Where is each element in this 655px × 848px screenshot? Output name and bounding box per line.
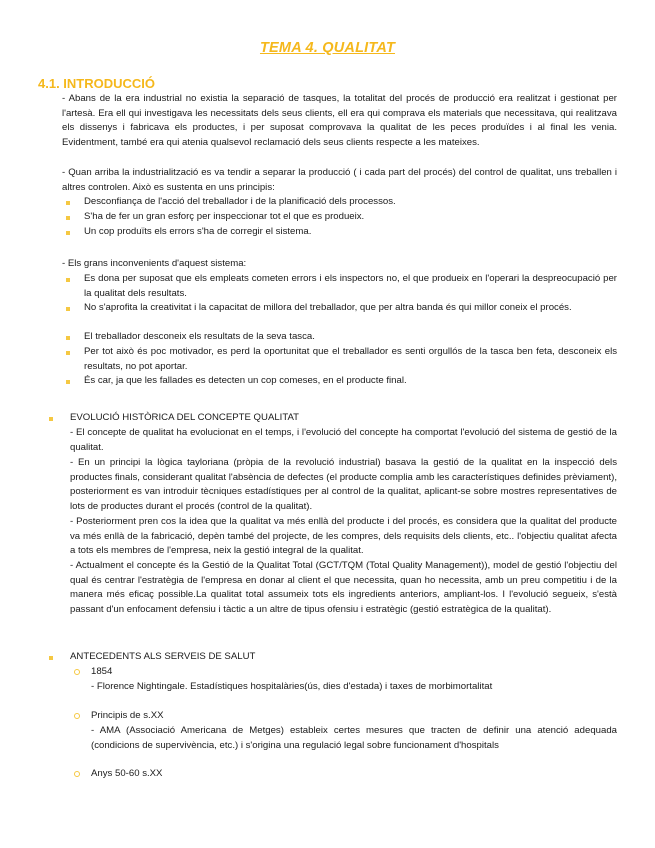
bullet-marker [66,231,70,235]
evolution-paragraph-1: - El concepte de qualitat ha evolucionat en el temps, i l'evolució del concepte ha comportat l'evolució del sistema de gestió de la qualitat. [70,427,617,453]
intro-paragraph-3: - Els grans inconvenients d'aquest sistema: [62,258,247,269]
bullet-marker [66,278,70,282]
bullet-marker [66,216,70,220]
evolution-heading: EVOLUCIÓ HISTÒRICA DEL CONCEPTE QUALITAT [70,412,300,423]
evolution-paragraph-2: - En un principi la lògica tayloriana (pròpia de la revolució industrial) basava la gestió de la qualitat en la inspecció dels productes finals, considerant qualitat l'absència de defectes (el producte complia amb les característiques definides prèviament), posteriorment es van introduir tècniques estadístiques per al control de la qualitat, aplicant-se sobre mostres representatives de lots de productes durant el procés (control de la qualitat). [70,457,617,512]
list-item: Per tot això és poc motivador, es perd la oportunitat que el treballador es senti orgullós de la tasca ben feta, desconeix els resultats, no pot aportar. [84,346,617,372]
list-item: Un cop produïts els errors s'ha de corregir el sistema. [84,226,312,237]
circle-bullet-icon [74,713,80,719]
bullet-marker [66,380,70,384]
list-item: És car, ja que les fallades es detecten un cop comeses, en el producte final. [84,375,407,386]
antecedent-detail: - Florence Nightingale. Estadístiques hospitalàries(ús, dies d'estada) i taxes de morbimortalitat [91,681,493,692]
bullet-marker [49,656,53,660]
bullet-marker [49,417,53,421]
antecedent-label: Principis de s.XX [91,710,164,721]
bullet-marker [66,336,70,340]
circle-bullet-icon [74,669,80,675]
list-item: No s'aprofita la creativitat i la capacitat de millora del treballador, que per altra banda és qui millor coneix el procés. [84,302,572,313]
bullet-marker [66,307,70,311]
antecedent-label: 1854 [91,666,113,677]
bullet-marker [66,351,70,355]
antecedent-label: Anys 50-60 s.XX [91,768,163,779]
evolution-paragraph-4: - Actualment el concepte és la Gestió de la Qualitat Total (GCT/TQM (Total Quality Management)), model de gestió l'objectiu del qual és centrar l'estratègia de l'empresa en donar al client el que necessita, quan ho necessita, amb un preu competitiu i de la manera més eficaç possible.La qualitat total assumeix tots els ingredients anteriors, ampliant-los. I l'evolució segueix, s'està passant d'un enfocament defensiu i tàctic a un altre de tipus ofensiu i estratègic (gestió estratègica de la qualitat). [70,560,617,615]
list-item: Es dona per suposat que els empleats cometen errors i els inspectors no, el que produeix en l'operari la despreocupació per la qualitat dels resultats. [84,273,617,299]
intro-paragraph-2: - Quan arriba la industrialització es va tendir a separar la producció ( i cada part del procés) del control de qualitat, uns treballen i altres controlen. Això es sustenta en uns principis: [62,167,617,193]
document-title: TEMA 4. QUALITAT [259,40,396,56]
section-heading: 4.1. INTRODUCCIÓ [38,76,156,91]
list-item: El treballador desconeix els resultats de la seva tasca. [84,331,315,342]
antecedent-detail: - AMA (Associació Americana de Metges) estableix certes mesures que tracten de definir una atenció adequada (condicions de supervivència, etc.) i s'origina una regulació legal sobre funcionament d'hospitals [91,725,617,751]
bullet-marker [66,201,70,205]
antecedents-heading: ANTECEDENTS ALS SERVEIS DE SALUT [70,651,256,662]
evolution-paragraph-3: - Posteriorment pren cos la idea que la qualitat va més enllà del producte i del procés, es considera que la qualitat del producte va més enllà de la fabricació, depèn també del projecte, de les compres, dels requisits dels clients, etc.. l'objectiu qualitat afecta a tots els membres de l'empresa, neix la gestió integral de la qualitat. [70,516,617,557]
list-item: S'ha de fer un gran esforç per inspeccionar tot el que es produeix. [84,211,365,222]
list-item: Desconfiança de l'acció del treballador i de la planificació dels processos. [84,196,396,207]
circle-bullet-icon [74,771,80,777]
intro-paragraph-1: - Abans de la era industrial no existia la separació de tasques, la totalitat del procés de producció era realitzat i gestionat per l'artesà. Era ell qui investigava les necessitats dels seus clients, ell era qui comprava els materials que necessitava, qui realitzava els dissenys i fabricava els productes, i per suposat comprovava la qualitat de les peces produïdes i al final les venia. Evidentment, també era qui atenia qualsevol reclamació dels seus clients respecte a les mateixes. [62,93,617,148]
